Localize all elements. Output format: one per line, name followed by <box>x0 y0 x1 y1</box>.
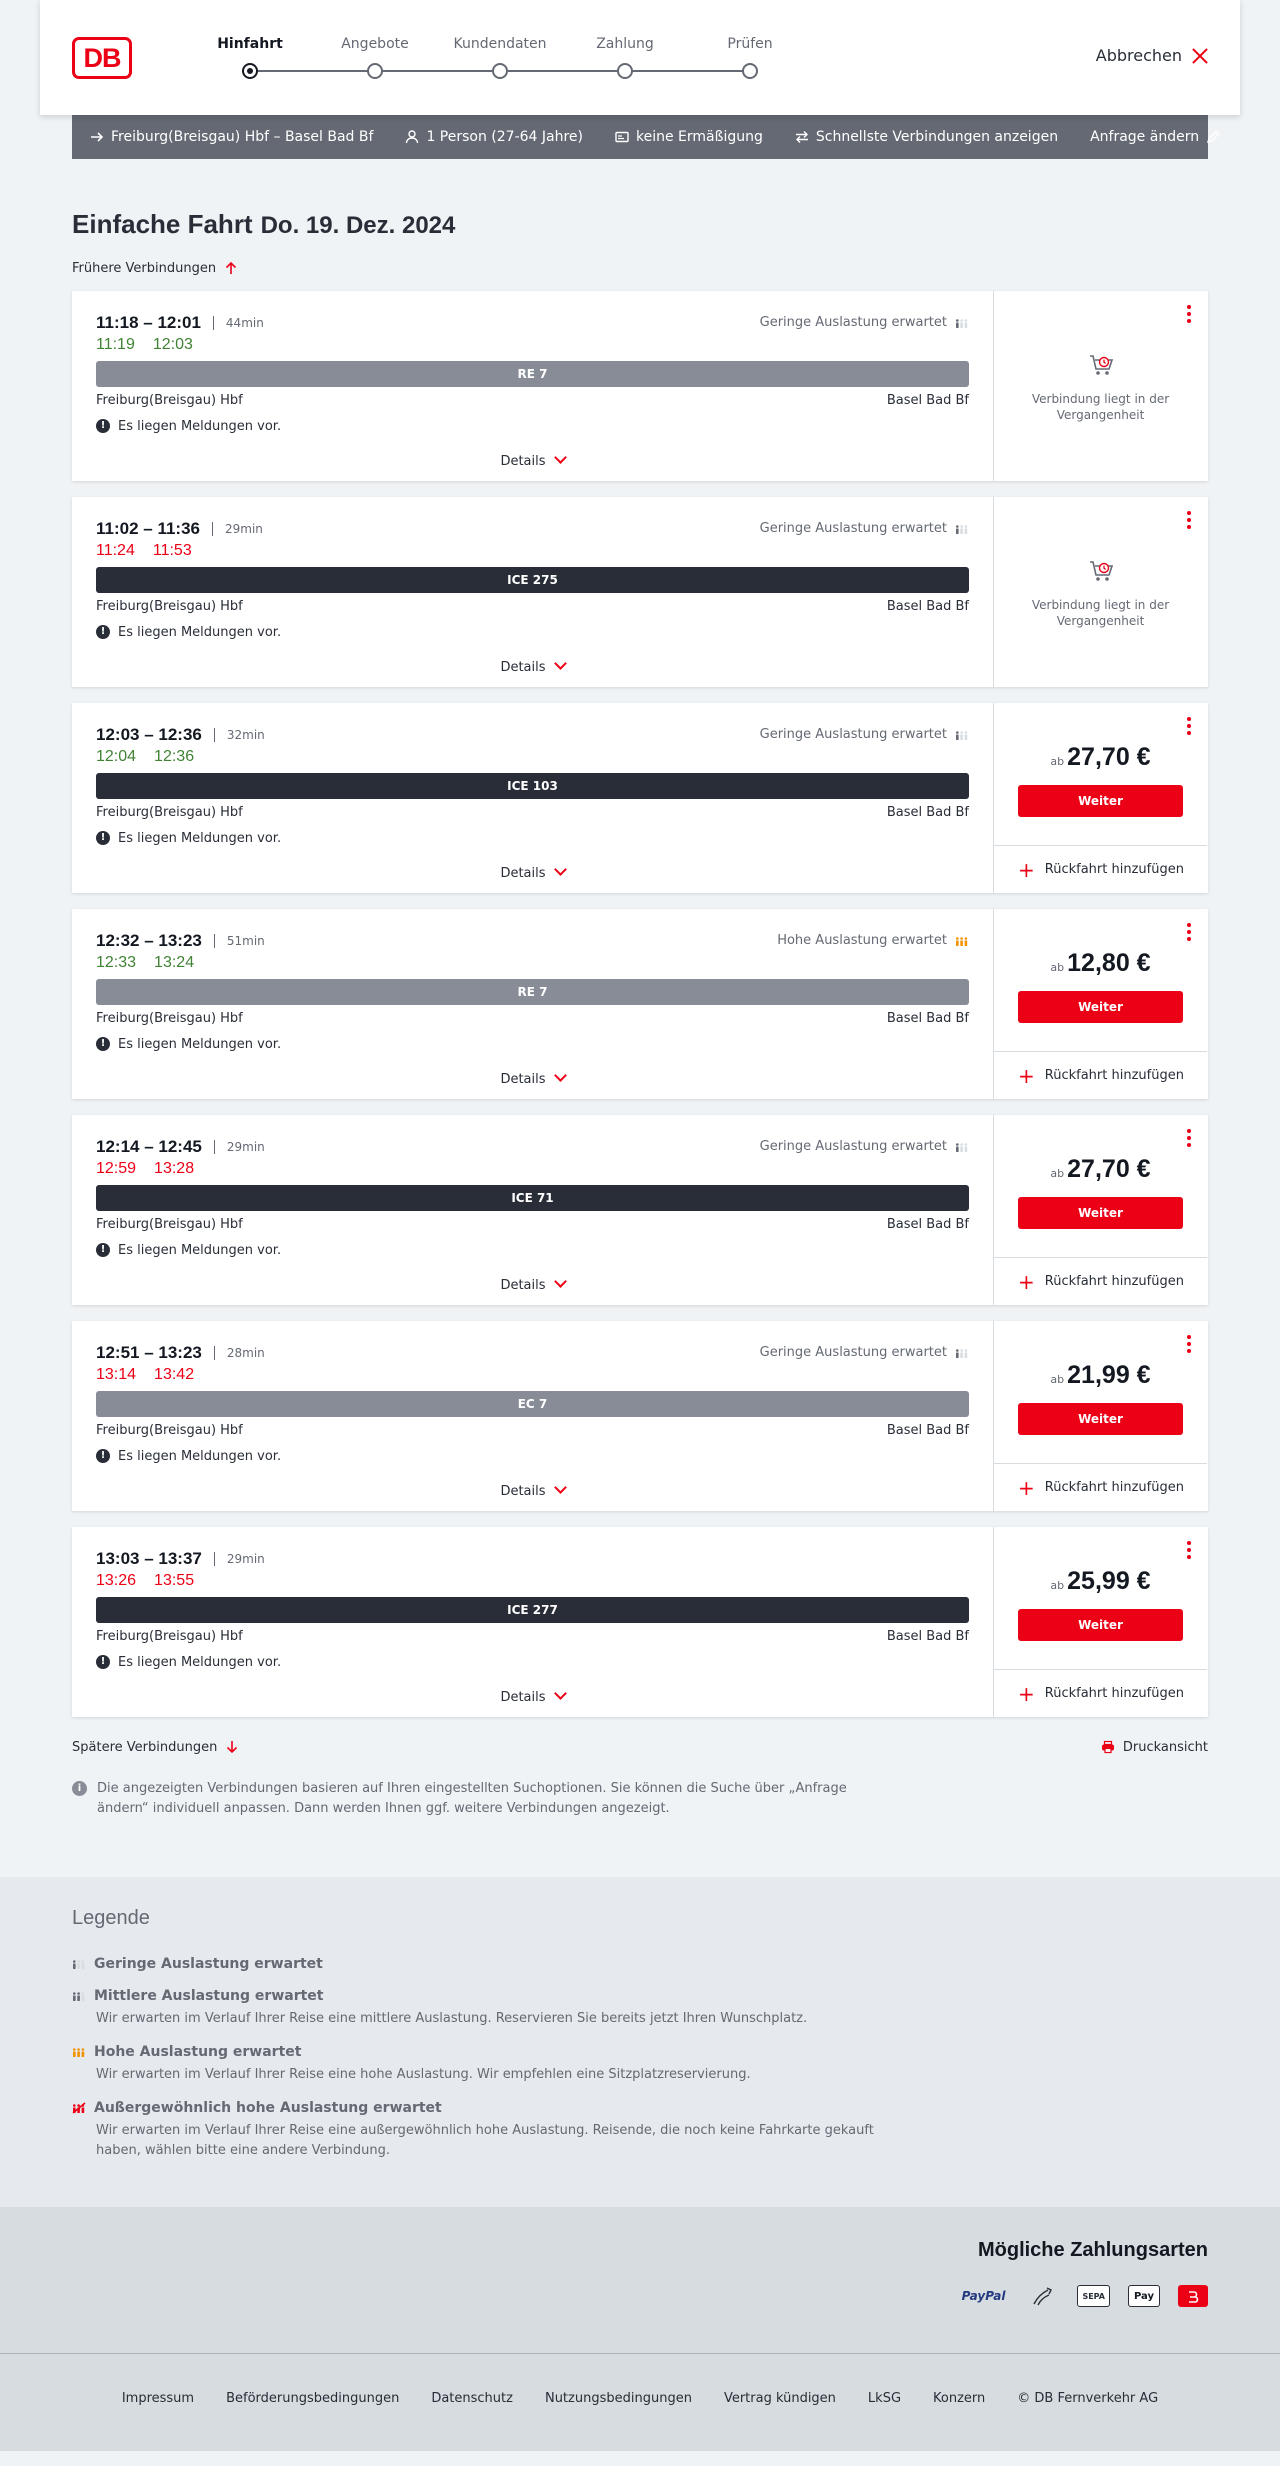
paypal-label: PayPal <box>961 2289 1006 2303</box>
realtime-departure: 11:24 <box>96 542 135 559</box>
occupancy-low-icon <box>955 1347 969 1359</box>
occupancy-low-icon <box>955 1141 969 1153</box>
price <box>994 1361 1207 1390</box>
price <box>994 1155 1207 1184</box>
train-bar: RE 7 <box>96 979 969 1005</box>
legend-item-title <box>72 1987 892 2005</box>
continue-button[interactable]: Weiter <box>1018 785 1183 817</box>
payment-icons <box>958 2285 1208 2307</box>
divider <box>213 316 214 330</box>
edit-request-label: Anfrage ändern <box>1090 129 1200 145</box>
legend-title: Legende <box>72 1907 150 1929</box>
add-return-label: Rückfahrt hinzufügen <box>1044 1686 1184 1701</box>
origin-station: Freiburg(Breisgau) Hbf <box>96 1423 243 1438</box>
lastschrift-icon <box>1027 2285 1059 2307</box>
occupancy-high-icon <box>955 935 969 947</box>
past-text: Verbindung liegt in der Vergangenheit <box>1031 392 1170 422</box>
plus-icon: + <box>1018 1475 1035 1500</box>
past-notice <box>994 557 1207 629</box>
occupancy-indicator <box>777 933 969 948</box>
divider <box>214 1140 215 1154</box>
step-dot <box>742 63 758 79</box>
info-text: Die angezeigten Verbindungen basieren auf Ihren eingestellten Suchoptionen. Sie können die Suche über „Anfrage ändern“ individuell anpassen. Dann werden Ihnen ggf. weitere Verbindungen angezeigt. <box>97 1781 847 1816</box>
cancel-label: Abbrechen <box>1095 46 1182 65</box>
realtime-arrival: 13:42 <box>154 1366 195 1383</box>
realtime-arrival: 13:55 <box>154 1572 195 1589</box>
message-text: Es liegen Meldungen vor. <box>118 418 282 434</box>
realtime-times <box>96 1363 969 1387</box>
time-range: 11:18 – 12:01 <box>96 313 201 332</box>
connection-details[interactable] <box>72 909 994 1099</box>
connection-details[interactable] <box>72 1527 994 1717</box>
close-icon <box>1192 48 1208 64</box>
duration: 51min <box>226 934 265 948</box>
occupancy-low-icon <box>955 317 969 329</box>
message-text: Es liegen Meldungen vor. <box>118 1654 282 1670</box>
warning-icon: ! <box>96 1655 110 1669</box>
later-row <box>72 1737 1208 1757</box>
passenger-text: 1 Person (27-64 Jahre) <box>426 129 583 145</box>
occupancy-low-icon <box>955 729 969 741</box>
option-summary <box>795 129 1058 145</box>
add-return-label: Rückfahrt hinzufügen <box>1044 862 1184 877</box>
footer-link-vertrag-kuendigen[interactable]: Vertrag kündigen <box>723 2391 836 2406</box>
price <box>994 1567 1207 1596</box>
footer-link-nutzungsbedingungen[interactable]: Nutzungsbedingungen <box>544 2391 692 2406</box>
occupancy-indicator <box>760 727 969 742</box>
duration: 29min <box>226 1140 265 1154</box>
details-toggle[interactable] <box>72 866 993 881</box>
connection-card <box>72 703 1208 893</box>
time-range: 12:32 – 13:23 <box>96 931 202 950</box>
printer-icon <box>1101 1740 1115 1754</box>
arrow-up-icon <box>224 261 238 275</box>
continue-button[interactable]: Weiter <box>1018 991 1183 1023</box>
step-label: Kundendaten <box>453 36 547 52</box>
connection-details[interactable] <box>72 703 994 893</box>
origin-station: Freiburg(Breisgau) Hbf <box>96 805 243 820</box>
more-options-icon[interactable] <box>1187 923 1191 941</box>
bahnbonus-glyph <box>1186 2289 1200 2303</box>
occupancy-indicator <box>760 315 969 330</box>
details-toggle[interactable] <box>72 1072 993 1087</box>
duration: 32min <box>226 728 265 742</box>
offer-panel <box>994 909 1207 1099</box>
time-range: 12:51 – 13:23 <box>96 1343 202 1362</box>
add-return-button[interactable] <box>994 1463 1207 1511</box>
legend-item <box>72 1955 892 1973</box>
apple-pay-icon <box>1128 2285 1160 2307</box>
message-text: Es liegen Meldungen vor. <box>118 830 282 846</box>
cancel-button[interactable] <box>1096 46 1208 65</box>
realtime-times <box>96 539 969 563</box>
arrow-right-icon <box>90 130 104 144</box>
chevron-down-icon <box>554 1069 567 1082</box>
train-bar: ICE 71 <box>96 1185 969 1211</box>
more-options-icon[interactable] <box>1187 305 1191 323</box>
message-text: Es liegen Meldungen vor. <box>118 624 282 640</box>
legend-item <box>72 2099 892 2161</box>
divider <box>214 1552 215 1566</box>
realtime-arrival: 13:24 <box>154 954 195 971</box>
connection-card <box>72 1115 1208 1305</box>
price-value: 25,99 € <box>1067 1567 1151 1595</box>
destination-station: Basel Bad Bf <box>886 1423 969 1438</box>
train-bar: EC 7 <box>96 1391 969 1417</box>
connection-card <box>72 291 1208 481</box>
duration: 29min <box>226 1552 265 1566</box>
later-connections-link[interactable] <box>72 1740 239 1755</box>
divider <box>214 934 215 948</box>
chevron-down-icon <box>554 1275 567 1288</box>
more-options-icon[interactable] <box>1187 511 1191 529</box>
step-zahlung <box>555 34 695 79</box>
connection-list <box>72 291 1208 1717</box>
price-prefix: ab <box>1050 1373 1065 1386</box>
occupancy-indicator <box>760 1345 969 1360</box>
realtime-times <box>96 1569 969 1593</box>
legend-item-desc: Wir erwarten im Verlauf Ihrer Reise eine hohe Auslastung. Wir empfehlen eine Sitzplatzreservierung. <box>96 2067 751 2082</box>
details-toggle[interactable] <box>72 1278 993 1293</box>
disruption-message <box>96 1241 969 1259</box>
step-label: Zahlung <box>596 36 654 52</box>
connection-card <box>72 497 1208 687</box>
more-options-icon[interactable] <box>1187 1335 1191 1353</box>
add-return-label: Rückfahrt hinzufügen <box>1044 1068 1184 1083</box>
footer-copyright: © DB Fernverkehr AG <box>1017 2391 1159 2406</box>
message-text: Es liegen Meldungen vor. <box>118 1242 282 1258</box>
footer-link-datenschutz[interactable]: Datenschutz <box>431 2391 513 2406</box>
sepa-label: SEPA <box>1082 2291 1105 2301</box>
offer-panel <box>994 703 1207 893</box>
connection-card <box>72 1321 1208 1511</box>
details-toggle[interactable] <box>72 1690 993 1705</box>
divider <box>214 728 215 742</box>
plus-icon: + <box>1018 1269 1035 1294</box>
add-return-label: Rückfahrt hinzufügen <box>1044 1480 1184 1495</box>
search-info-note <box>72 1779 852 1819</box>
chevron-down-icon <box>554 863 567 876</box>
add-return-label: Rückfahrt hinzufügen <box>1044 1274 1184 1289</box>
cart-icon <box>1087 351 1115 379</box>
add-return-button[interactable] <box>994 1051 1207 1099</box>
earlier-label: Frühere Verbindungen <box>72 260 217 276</box>
step-label: Angebote <box>341 36 409 52</box>
continue-button[interactable]: Weiter <box>1018 1197 1183 1229</box>
route-summary <box>90 129 373 145</box>
legend-item-label: Mittlere Auslastung erwartet <box>94 1988 324 2004</box>
more-options-icon[interactable] <box>1187 1541 1191 1559</box>
destination-station: Basel Bad Bf <box>886 393 969 408</box>
more-options-icon[interactable] <box>1187 717 1191 735</box>
swap-arrows-icon <box>795 130 809 144</box>
add-return-button[interactable] <box>994 1257 1207 1305</box>
legend-item-label: Hohe Auslastung erwartet <box>94 2044 302 2060</box>
legend-list <box>72 1955 1280 2161</box>
destination-station: Basel Bad Bf <box>886 1629 969 1644</box>
occupancy-extreme-icon <box>72 2102 86 2114</box>
warning-icon: ! <box>96 1243 110 1257</box>
print-view-link[interactable] <box>1101 1740 1208 1755</box>
price-value: 12,80 € <box>1067 949 1151 977</box>
disruption-message <box>96 417 969 435</box>
discount-text: keine Ermäßigung <box>636 129 763 145</box>
continue-button[interactable]: Weiter <box>1018 1609 1183 1641</box>
connection-details[interactable] <box>72 1115 994 1305</box>
legend-item-label: Geringe Auslastung erwartet <box>94 1956 323 1972</box>
print-label: Druckansicht <box>1122 1739 1208 1755</box>
disruption-message <box>96 829 969 847</box>
connection-card <box>72 1527 1208 1717</box>
connection-details[interactable] <box>72 291 994 481</box>
occupancy-low-icon <box>955 523 969 535</box>
footer-link-lksg[interactable]: LkSG <box>867 2391 902 2406</box>
duration: 44min <box>225 316 264 330</box>
price-value: 21,99 € <box>1067 1361 1151 1389</box>
step-dot <box>617 63 633 79</box>
results-area <box>72 209 1208 1819</box>
message-text: Es liegen Meldungen vor. <box>118 1036 282 1052</box>
connection-details[interactable] <box>72 497 994 687</box>
disruption-message <box>96 1653 969 1671</box>
legend-item <box>72 1987 892 2029</box>
legend-item-title <box>72 1955 892 1973</box>
realtime-times <box>96 745 969 769</box>
legend-item <box>72 2043 892 2085</box>
details-toggle[interactable] <box>72 1484 993 1499</box>
price <box>994 949 1207 978</box>
warning-icon: ! <box>96 1449 110 1463</box>
plus-icon: + <box>1018 1681 1035 1706</box>
price-prefix: ab <box>1050 961 1065 974</box>
offer-panel <box>994 1115 1207 1305</box>
origin-station: Freiburg(Breisgau) Hbf <box>96 1011 243 1026</box>
occupancy-text: Hohe Auslastung erwartet <box>777 933 947 948</box>
discount-summary <box>615 129 763 145</box>
option-text: Schnellste Verbindungen anzeigen <box>815 129 1059 145</box>
details-label: Details <box>500 866 546 881</box>
duration: 29min <box>224 522 263 536</box>
later-label: Spätere Verbindungen <box>72 1739 218 1755</box>
offer-panel <box>994 1527 1207 1717</box>
destination-station: Basel Bad Bf <box>886 1217 969 1232</box>
origin-station: Freiburg(Breisgau) Hbf <box>96 1629 243 1644</box>
lastschrift-glyph <box>1031 2285 1055 2307</box>
realtime-departure: 12:04 <box>96 748 137 765</box>
realtime-arrival: 12:03 <box>152 336 193 353</box>
legend-item-title <box>72 2043 892 2061</box>
offer-panel <box>994 497 1207 687</box>
step-dot <box>492 63 508 79</box>
trip-type: Einfache Fahrt <box>72 209 253 239</box>
occupancy-text: Geringe Auslastung erwartet <box>759 315 947 330</box>
chevron-down-icon <box>554 1481 567 1494</box>
warning-icon: ! <box>96 625 110 639</box>
apple-pay-label: Pay <box>1133 2290 1155 2302</box>
disruption-message <box>96 623 969 641</box>
chevron-down-icon <box>554 1687 567 1700</box>
footer <box>0 2353 1280 2451</box>
origin-station: Freiburg(Breisgau) Hbf <box>96 599 243 614</box>
offer-panel <box>994 1321 1207 1511</box>
db-logo[interactable]: DB <box>72 37 132 79</box>
payment-methods <box>0 2207 1280 2353</box>
realtime-arrival: 13:28 <box>154 1160 195 1177</box>
details-label: Details <box>500 1072 546 1087</box>
booking-header <box>40 0 1240 115</box>
stations <box>96 393 969 411</box>
past-notice <box>994 351 1207 423</box>
legend-item-label: Außergewöhnlich hohe Auslastung erwartet <box>94 2100 442 2116</box>
time-range: 11:02 – 11:36 <box>96 519 200 538</box>
realtime-times <box>96 333 969 357</box>
disruption-message <box>96 1447 969 1465</box>
scheduled-times <box>96 1549 969 1569</box>
chevron-down-icon <box>554 451 567 464</box>
search-summary-bar <box>72 115 1208 159</box>
price-prefix: ab <box>1050 1579 1065 1592</box>
divider <box>212 522 213 536</box>
time-range: 12:03 – 12:36 <box>96 725 202 744</box>
legend-item-title <box>72 2099 892 2117</box>
stations <box>96 1423 969 1441</box>
connection-card <box>72 909 1208 1099</box>
origin-station: Freiburg(Breisgau) Hbf <box>96 1217 243 1232</box>
time-range: 13:03 – 13:37 <box>96 1549 202 1568</box>
stations <box>96 1011 969 1029</box>
realtime-departure: 12:59 <box>96 1160 137 1177</box>
train-bar: ICE 103 <box>96 773 969 799</box>
price-value: 27,70 € <box>1067 743 1151 771</box>
footer-link-konzern[interactable]: Konzern <box>933 2391 986 2406</box>
details-label: Details <box>500 454 546 469</box>
step-hinfahrt <box>180 34 320 79</box>
realtime-arrival: 12:36 <box>154 748 195 765</box>
payment-title: Mögliche Zahlungsarten <box>977 2239 1208 2261</box>
chevron-down-icon <box>554 657 567 670</box>
occupancy-mid-icon <box>72 1990 86 2002</box>
offer-panel <box>994 291 1207 481</box>
edit-request-button[interactable] <box>1090 129 1220 145</box>
footer-link-befoerderungsbedingungen[interactable]: Beförderungsbedingungen <box>226 2391 400 2406</box>
realtime-departure: 12:33 <box>96 954 137 971</box>
occupancy-text: Geringe Auslastung erwartet <box>759 1345 947 1360</box>
realtime-arrival: 11:53 <box>152 542 192 559</box>
info-icon: i <box>72 1781 87 1796</box>
occupancy-text: Geringe Auslastung erwartet <box>759 521 947 536</box>
warning-icon: ! <box>96 419 110 433</box>
price-prefix: ab <box>1050 755 1065 768</box>
details-toggle[interactable] <box>72 660 993 675</box>
step-dot <box>242 63 258 79</box>
passenger-summary <box>405 129 583 145</box>
occupancy-low-icon <box>72 1958 86 1970</box>
sepa-icon <box>1077 2285 1110 2307</box>
divider <box>214 1346 215 1360</box>
destination-station: Basel Bad Bf <box>886 1011 969 1026</box>
realtime-times <box>96 1157 969 1181</box>
card-icon <box>615 130 629 144</box>
stations <box>96 1629 969 1647</box>
occupancy-indicator <box>760 1139 969 1154</box>
details-toggle[interactable] <box>72 454 993 469</box>
more-options-icon[interactable] <box>1187 1129 1191 1147</box>
origin-station: Freiburg(Breisgau) Hbf <box>96 393 243 408</box>
price <box>994 743 1207 772</box>
add-return-button[interactable] <box>994 845 1207 893</box>
cart-icon <box>1087 557 1115 585</box>
occupancy-high-icon <box>72 2046 86 2058</box>
step-kundendaten <box>430 34 570 79</box>
duration: 28min <box>226 1346 265 1360</box>
legend-item-desc: Wir erwarten im Verlauf Ihrer Reise eine mittlere Auslastung. Reservieren Sie bereits jetzt Ihren Wunschplatz. <box>96 2011 808 2026</box>
step-label: Prüfen <box>727 36 773 52</box>
warning-icon: ! <box>96 1037 110 1051</box>
warning-icon: ! <box>96 831 110 845</box>
add-return-button[interactable] <box>994 1669 1207 1717</box>
occupancy-text: Geringe Auslastung erwartet <box>759 1139 947 1154</box>
footer-link-impressum[interactable]: Impressum <box>121 2391 195 2406</box>
price-value: 27,70 € <box>1067 1155 1151 1183</box>
page-title <box>72 209 1208 239</box>
destination-station: Basel Bad Bf <box>886 599 969 614</box>
message-text: Es liegen Meldungen vor. <box>118 1448 282 1464</box>
realtime-departure: 13:14 <box>96 1366 137 1383</box>
destination-station: Basel Bad Bf <box>886 805 969 820</box>
details-label: Details <box>500 1690 546 1705</box>
person-icon <box>405 130 419 144</box>
continue-button[interactable]: Weiter <box>1018 1403 1183 1435</box>
pencil-icon <box>1206 130 1220 144</box>
step-dot <box>367 63 383 79</box>
train-bar: ICE 275 <box>96 567 969 593</box>
past-text: Verbindung liegt in der Vergangenheit <box>1031 598 1170 628</box>
step-label: Hinfahrt <box>217 36 283 52</box>
legend-section <box>0 1877 1280 2207</box>
details-label: Details <box>500 660 546 675</box>
occupancy-text: Geringe Auslastung erwartet <box>759 727 947 742</box>
price-prefix: ab <box>1050 1167 1065 1180</box>
realtime-times <box>96 951 969 975</box>
realtime-departure: 11:19 <box>96 336 135 353</box>
step-angebote <box>305 34 445 79</box>
stations <box>96 599 969 617</box>
realtime-departure: 13:26 <box>96 1572 137 1589</box>
disruption-message <box>96 1035 969 1053</box>
occupancy-indicator <box>760 521 969 536</box>
connection-details[interactable] <box>72 1321 994 1511</box>
train-bar: ICE 277 <box>96 1597 969 1623</box>
route-text: Freiburg(Breisgau) Hbf – Basel Bad Bf <box>111 129 374 145</box>
plus-icon: + <box>1018 1063 1035 1088</box>
step-pruefen <box>680 34 820 79</box>
legend-item-desc: Wir erwarten im Verlauf Ihrer Reise eine außergewöhnlich hohe Auslastung. Reisende, die noch keine Fahrkarte gekauft haben, wählen bitte eine andere Verbindung. <box>96 2123 874 2158</box>
time-range: 12:14 – 12:45 <box>96 1137 202 1156</box>
bahnbonus-icon <box>1178 2285 1208 2307</box>
stations <box>96 805 969 823</box>
progress-steps <box>180 34 780 84</box>
trip-date: Do. 19. Dez. 2024 <box>260 212 456 239</box>
details-label: Details <box>500 1278 546 1293</box>
paypal-icon <box>958 2285 1010 2307</box>
earlier-connections-link[interactable] <box>72 259 1208 277</box>
stations <box>96 1217 969 1235</box>
details-label: Details <box>500 1484 546 1499</box>
train-bar: RE 7 <box>96 361 969 387</box>
plus-icon: + <box>1018 857 1035 882</box>
arrow-down-icon <box>225 1740 239 1754</box>
